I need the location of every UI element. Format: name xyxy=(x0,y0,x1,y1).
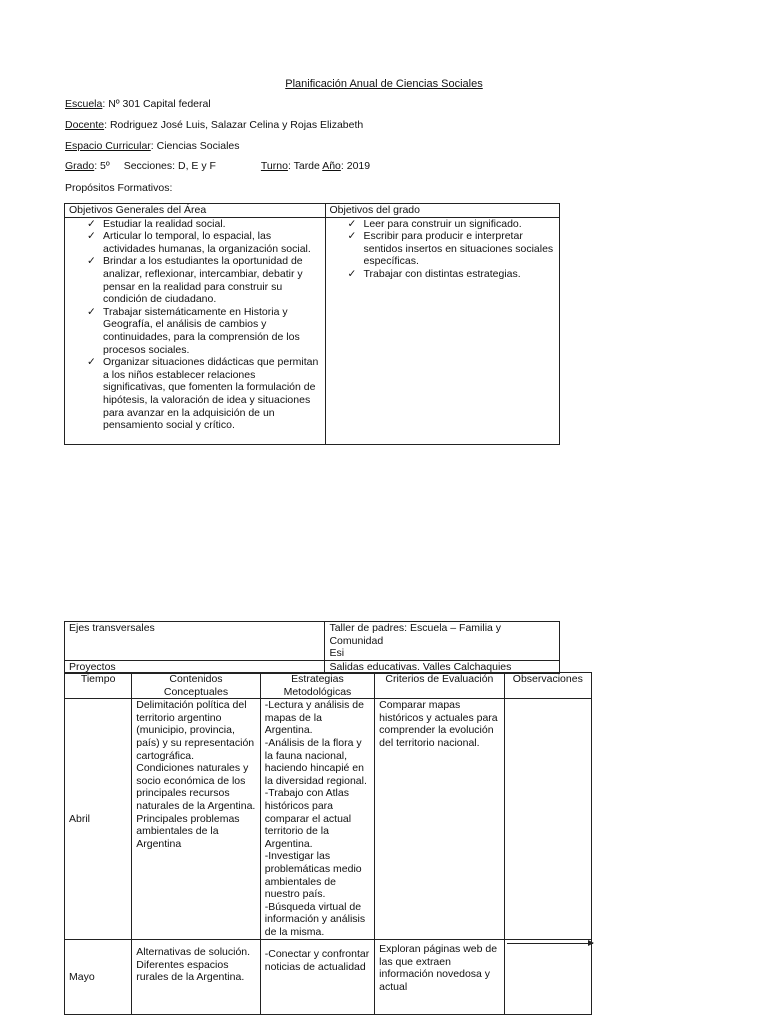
criterios-cell: Exploran páginas web de las que extraen información novedosa y actual xyxy=(375,940,504,1015)
objectives-table xyxy=(64,203,560,445)
objective-item xyxy=(330,230,556,268)
objective-item xyxy=(330,268,556,281)
header-contenidos: Contenidos Conceptuales xyxy=(132,673,260,699)
objectives-grade-header: Objetivos del grado xyxy=(325,204,560,218)
objective-text: Estudiar la realidad social. xyxy=(103,217,226,230)
check-icon: ✓ xyxy=(87,255,96,268)
objectives-general-cell xyxy=(65,217,326,444)
espacio-line xyxy=(65,140,240,152)
objective-text: Trabajar con distintas estrategias. xyxy=(363,267,521,280)
objective-item xyxy=(69,356,321,432)
planning-table xyxy=(64,672,592,1015)
objective-text: Escribir para producir e interpretar sentidos insertos en situaciones sociales específicas. xyxy=(363,230,554,268)
objectives-grade-cell xyxy=(325,217,560,444)
grado-line xyxy=(65,160,370,172)
tiempo-cell: Abril xyxy=(65,699,132,940)
grado-value: : 5º xyxy=(94,160,110,172)
objective-text: Leer para construir un significado. xyxy=(363,217,522,230)
ejes-label: Ejes transversales xyxy=(65,622,325,661)
anio-label: Año xyxy=(322,160,341,172)
observaciones-cell xyxy=(504,699,591,940)
salidas-text: Salidas educativas. Valles Calchaquies xyxy=(325,660,560,674)
anio-value: : 2019 xyxy=(340,160,371,172)
check-icon: ✓ xyxy=(87,230,96,243)
secciones-text: Secciones: D, E y F xyxy=(123,160,216,172)
docente-label: Docente xyxy=(65,119,105,131)
estrategias-cell: -Lectura y análisis de mapas de la Argentina. -Análisis de la flora y la fauna nacional, haciendo hincapié en la diversidad regional. -Trabajo con Atlas históricos para comparar el actual territorio de la Argentina. -Investigar las problemáticas medio ambientales de nuestro país. -Búsqueda virtual de información y análisis de la misma. xyxy=(260,699,374,940)
docente-line xyxy=(65,119,363,131)
estrategias-cell: -Conectar y confrontar noticias de actualidad xyxy=(260,940,374,1015)
grado-label: Grado xyxy=(65,160,95,172)
check-icon: ✓ xyxy=(87,217,96,230)
escuela-value: : Nº 301 Capital federal xyxy=(102,98,211,110)
ejes-table xyxy=(64,621,560,674)
check-icon: ✓ xyxy=(87,305,96,318)
proyectos-label: Proyectos xyxy=(65,660,325,674)
header-estrategias: Estrategias Metodológicas xyxy=(260,673,374,699)
contenidos-cell: Delimitación política del territorio argentino (municipio, provincia, país) y su representación cartográfica. Condiciones naturales y socio económica de los principales recursos naturales de la Argentina. Principales problemas ambientales de la Argentina xyxy=(132,699,260,940)
arrow-line xyxy=(507,943,593,944)
espacio-label: Espacio Curricular xyxy=(65,140,151,152)
objective-item xyxy=(69,306,321,356)
objective-item xyxy=(69,230,321,255)
docente-value: : Rodriguez José Luis, Salazar Celina y Rojas Elizabeth xyxy=(104,119,364,131)
objective-text: Organizar situaciones didácticas que permitan a los niños establecer relaciones significativas, que fomenten la formulación de hipótesis, la valoración de idea y situaciones para avanzar en la adquisición de un pensamiento social y crítico. xyxy=(103,356,319,432)
header-observaciones: Observaciones xyxy=(504,673,591,699)
criterios-cell: Comparar mapas históricos y actuales para comprender la evolución del territorio nacional. xyxy=(375,699,504,940)
header-criterios: Criterios de Evaluación xyxy=(375,673,504,699)
escuela-label: Escuela xyxy=(65,98,103,110)
espacio-value: : Ciencias Sociales xyxy=(150,140,240,152)
check-icon: ✓ xyxy=(87,356,96,369)
tiempo-cell: Mayo xyxy=(65,940,132,1015)
objective-item xyxy=(69,255,321,305)
turno-value: : Tarde xyxy=(287,160,323,172)
objectives-grade-list xyxy=(330,218,556,281)
check-icon: ✓ xyxy=(347,230,357,243)
propositos-heading: Propósitos Formativos: xyxy=(65,182,173,194)
observaciones-cell xyxy=(504,940,591,1015)
objective-text: Brindar a los estudiantes la oportunidad de analizar, reflexionar, intercambiar, debatir y pensar en la realidad para construir su condición de ciudadano. xyxy=(103,255,303,306)
objectives-general-list xyxy=(69,218,321,432)
taller-text: Taller de padres: Escuela – Familia y Comunidad Esi xyxy=(325,622,560,661)
contenidos-cell: Alternativas de solución. Diferentes espacios rurales de la Argentina. xyxy=(132,940,260,1015)
objective-text: Articular lo temporal, lo espacial, las actividades humanas, la organización social. xyxy=(103,230,311,255)
check-icon: ✓ xyxy=(347,217,357,230)
objective-item xyxy=(69,218,321,231)
objective-item xyxy=(330,218,556,231)
table-row xyxy=(65,940,592,1015)
objectives-general-header: Objetivos Generales del Área xyxy=(65,204,326,218)
header-tiempo: Tiempo xyxy=(65,673,132,699)
turno-label: Turno xyxy=(260,160,288,172)
page-title: Planificación Anual de Ciencias Sociales xyxy=(285,78,483,90)
check-icon: ✓ xyxy=(347,267,357,280)
escuela-line xyxy=(65,98,211,110)
objective-text: Trabajar sistemáticamente en Historia y Geografía, el análisis de cambios y continuidades, para la comprensión de los procesos sociales. xyxy=(103,305,300,356)
table-row xyxy=(65,699,592,940)
